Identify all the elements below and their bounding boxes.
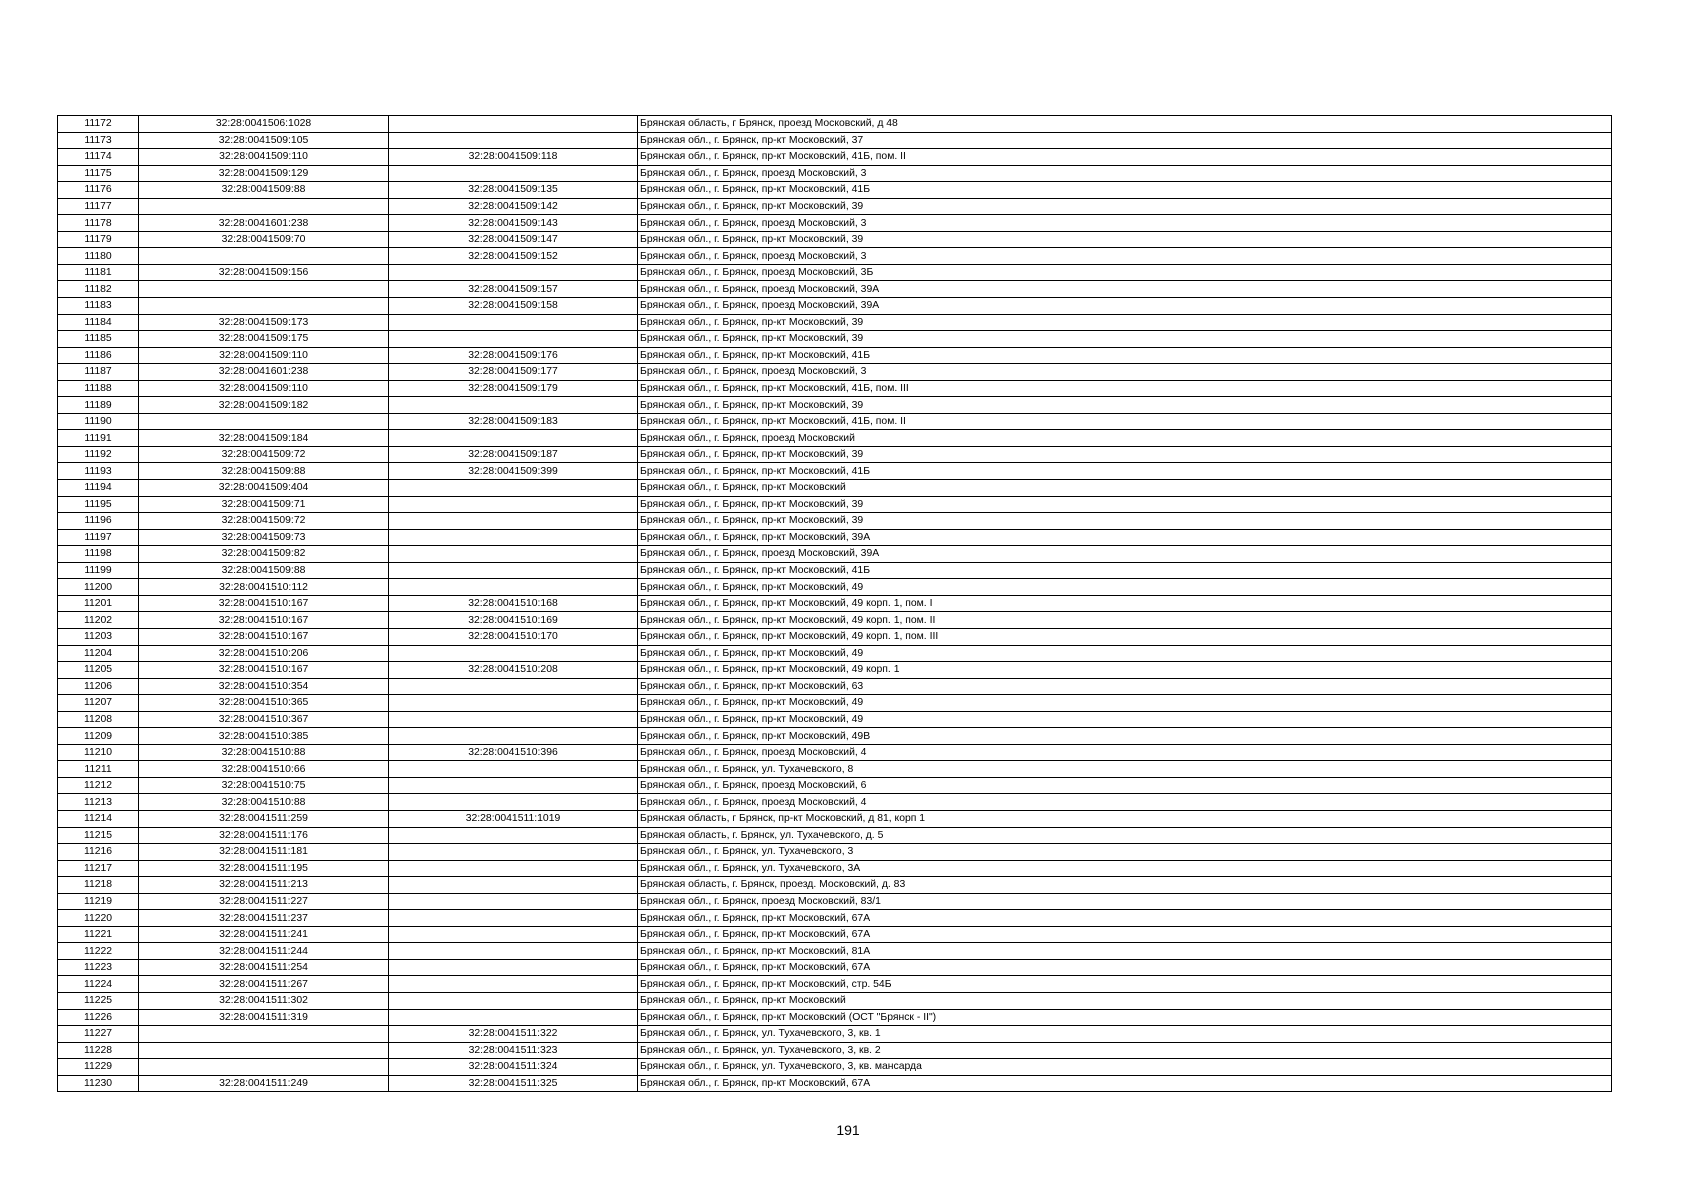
table-row xyxy=(58,198,1612,215)
address-cell: Брянская обл., г. Брянск, проезд Московский, 39А xyxy=(638,281,1612,298)
object-number-cell xyxy=(389,860,638,877)
object-number-cell xyxy=(389,695,638,712)
parcel-number-cell: 32:28:0041510:88 xyxy=(139,744,389,761)
row-number-cell: 11209 xyxy=(58,728,139,745)
table-row xyxy=(58,149,1612,166)
address-cell: Брянская обл., г. Брянск, проезд Московский, 3Б xyxy=(638,264,1612,281)
object-number-cell: 32:28:0041509:142 xyxy=(389,198,638,215)
object-number-cell: 32:28:0041511:322 xyxy=(389,1026,638,1043)
parcel-number-cell xyxy=(139,281,389,298)
object-number-cell xyxy=(389,397,638,414)
row-number-cell: 11205 xyxy=(58,662,139,679)
object-number-cell: 32:28:0041511:1019 xyxy=(389,810,638,827)
parcel-number-cell: 32:28:0041511:302 xyxy=(139,992,389,1009)
address-cell: Брянская обл., г. Брянск, проезд Московский, 39А xyxy=(638,546,1612,563)
address-cell: Брянская обл., г. Брянск, пр-кт Московский, 39 xyxy=(638,331,1612,348)
table-row xyxy=(58,513,1612,530)
parcel-number-cell: 32:28:0041509:110 xyxy=(139,347,389,364)
parcel-number-cell: 32:28:0041509:70 xyxy=(139,231,389,248)
table-row xyxy=(58,761,1612,778)
object-number-cell xyxy=(389,943,638,960)
table-row xyxy=(58,579,1612,596)
address-cell: Брянская обл., г. Брянск, пр-кт Московский, 63 xyxy=(638,678,1612,695)
object-number-cell xyxy=(389,430,638,447)
row-number-cell: 11194 xyxy=(58,480,139,497)
row-number-cell: 11193 xyxy=(58,463,139,480)
address-cell: Брянская обл., г. Брянск, проезд Московский xyxy=(638,430,1612,447)
object-number-cell xyxy=(389,116,638,133)
address-cell: Брянская обл., г. Брянск, пр-кт Московский, 49В xyxy=(638,728,1612,745)
table-row xyxy=(58,182,1612,199)
row-number-cell: 11225 xyxy=(58,992,139,1009)
address-cell: Брянская обл., г. Брянск, пр-кт Московский, 67А xyxy=(638,959,1612,976)
parcel-number-cell: 32:28:0041510:385 xyxy=(139,728,389,745)
table-row xyxy=(58,1009,1612,1026)
row-number-cell: 11200 xyxy=(58,579,139,596)
object-number-cell xyxy=(389,728,638,745)
table-row xyxy=(58,314,1612,331)
object-number-cell xyxy=(389,132,638,149)
address-cell: Брянская обл., г. Брянск, проезд Московский, 6 xyxy=(638,777,1612,794)
address-cell: Брянская обл., г. Брянск, проезд Московский, 3 xyxy=(638,165,1612,182)
parcel-number-cell: 32:28:0041509:71 xyxy=(139,496,389,513)
table-row xyxy=(58,281,1612,298)
address-cell: Брянская обл., г. Брянск, пр-кт Московский (ОСТ "Брянск - II") xyxy=(638,1009,1612,1026)
object-number-cell: 32:28:0041510:170 xyxy=(389,628,638,645)
object-number-cell xyxy=(389,893,638,910)
row-number-cell: 11212 xyxy=(58,777,139,794)
parcel-number-cell xyxy=(139,248,389,265)
table-row xyxy=(58,380,1612,397)
object-number-cell: 32:28:0041509:187 xyxy=(389,446,638,463)
row-number-cell: 11182 xyxy=(58,281,139,298)
parcel-number-cell: 32:28:0041510:367 xyxy=(139,711,389,728)
address-cell: Брянская обл., г. Брянск, пр-кт Московский, 39 xyxy=(638,198,1612,215)
row-number-cell: 11222 xyxy=(58,943,139,960)
row-number-cell: 11216 xyxy=(58,844,139,861)
row-number-cell: 11219 xyxy=(58,893,139,910)
parcel-number-cell: 32:28:0041509:173 xyxy=(139,314,389,331)
table-row xyxy=(58,976,1612,993)
table-row xyxy=(58,116,1612,133)
parcel-number-cell: 32:28:0041509:404 xyxy=(139,480,389,497)
parcel-number-cell xyxy=(139,1026,389,1043)
address-cell: Брянская обл., г. Брянск, пр-кт Московский, 39 xyxy=(638,513,1612,530)
address-cell: Брянская обл., г. Брянск, пр-кт Московский, 41Б, пом. III xyxy=(638,380,1612,397)
object-number-cell xyxy=(389,678,638,695)
address-cell: Брянская область, г Брянск, проезд Московский, д 48 xyxy=(638,116,1612,133)
object-number-cell xyxy=(389,1009,638,1026)
parcel-number-cell: 32:28:0041511:259 xyxy=(139,810,389,827)
row-number-cell: 11185 xyxy=(58,331,139,348)
address-cell: Брянская обл., г. Брянск, пр-кт Московский, 39 xyxy=(638,314,1612,331)
row-number-cell: 11192 xyxy=(58,446,139,463)
object-number-cell xyxy=(389,976,638,993)
row-number-cell: 11201 xyxy=(58,595,139,612)
table-row xyxy=(58,612,1612,629)
address-cell: Брянская обл., г. Брянск, пр-кт Московский, 67А xyxy=(638,1075,1612,1092)
object-number-cell xyxy=(389,165,638,182)
address-cell: Брянская обл., г. Брянск, ул. Тухачевского, 3А xyxy=(638,860,1612,877)
object-number-cell: 32:28:0041511:325 xyxy=(389,1075,638,1092)
address-cell: Брянская обл., г. Брянск, пр-кт Московский, 39 xyxy=(638,397,1612,414)
address-cell: Брянская обл., г. Брянск, пр-кт Московский xyxy=(638,480,1612,497)
parcel-number-cell: 32:28:0041510:66 xyxy=(139,761,389,778)
object-number-cell xyxy=(389,777,638,794)
table-row xyxy=(58,496,1612,513)
address-cell: Брянская обл., г. Брянск, ул. Тухачевского, 8 xyxy=(638,761,1612,778)
table-row xyxy=(58,992,1612,1009)
row-number-cell: 11172 xyxy=(58,116,139,133)
parcel-number-cell: 32:28:0041511:213 xyxy=(139,877,389,894)
row-number-cell: 11208 xyxy=(58,711,139,728)
address-cell: Брянская обл., г. Брянск, пр-кт Московский, 41Б xyxy=(638,347,1612,364)
parcel-number-cell: 32:28:0041510:206 xyxy=(139,645,389,662)
row-number-cell: 11173 xyxy=(58,132,139,149)
row-number-cell: 11187 xyxy=(58,364,139,381)
parcel-number-cell: 32:28:0041509:88 xyxy=(139,562,389,579)
parcel-number-cell: 32:28:0041511:244 xyxy=(139,943,389,960)
row-number-cell: 11197 xyxy=(58,529,139,546)
table-row xyxy=(58,645,1612,662)
row-number-cell: 11202 xyxy=(58,612,139,629)
address-cell: Брянская обл., г. Брянск, пр-кт Московский xyxy=(638,992,1612,1009)
parcel-number-cell: 32:28:0041510:112 xyxy=(139,579,389,596)
address-cell: Брянская обл., г. Брянск, пр-кт Московский, 37 xyxy=(638,132,1612,149)
address-cell: Брянская обл., г. Брянск, ул. Тухачевского, 3, кв. мансарда xyxy=(638,1059,1612,1076)
table-row xyxy=(58,877,1612,894)
table-row xyxy=(58,844,1612,861)
object-number-cell xyxy=(389,926,638,943)
address-cell: Брянская обл., г. Брянск, проезд Московский, 83/1 xyxy=(638,893,1612,910)
object-number-cell xyxy=(389,562,638,579)
row-number-cell: 11211 xyxy=(58,761,139,778)
table-row xyxy=(58,926,1612,943)
object-number-cell xyxy=(389,645,638,662)
table-row xyxy=(58,231,1612,248)
parcel-number-cell: 32:28:0041509:73 xyxy=(139,529,389,546)
object-number-cell xyxy=(389,711,638,728)
parcel-number-cell xyxy=(139,298,389,315)
object-number-cell xyxy=(389,513,638,530)
object-number-cell: 32:28:0041509:152 xyxy=(389,248,638,265)
table-row xyxy=(58,562,1612,579)
parcel-number-cell: 32:28:0041510:354 xyxy=(139,678,389,695)
table-row xyxy=(58,695,1612,712)
table-row xyxy=(58,264,1612,281)
address-cell: Брянская обл., г. Брянск, пр-кт Московский, 39 xyxy=(638,446,1612,463)
table-row xyxy=(58,248,1612,265)
parcel-number-cell: 32:28:0041509:88 xyxy=(139,463,389,480)
object-number-cell xyxy=(389,877,638,894)
parcel-number-cell: 32:28:0041509:156 xyxy=(139,264,389,281)
object-number-cell xyxy=(389,959,638,976)
table-row xyxy=(58,827,1612,844)
table-row xyxy=(58,1059,1612,1076)
table-row xyxy=(58,910,1612,927)
cadastral-table xyxy=(57,115,1612,1092)
parcel-number-cell: 32:28:0041509:182 xyxy=(139,397,389,414)
table-row xyxy=(58,132,1612,149)
row-number-cell: 11210 xyxy=(58,744,139,761)
row-number-cell: 11178 xyxy=(58,215,139,232)
parcel-number-cell xyxy=(139,1059,389,1076)
object-number-cell xyxy=(389,529,638,546)
row-number-cell: 11195 xyxy=(58,496,139,513)
table-row xyxy=(58,678,1612,695)
parcel-number-cell: 32:28:0041601:238 xyxy=(139,215,389,232)
address-cell: Брянская обл., г. Брянск, пр-кт Московский, 41Б xyxy=(638,463,1612,480)
object-number-cell: 32:28:0041511:323 xyxy=(389,1042,638,1059)
table-row xyxy=(58,628,1612,645)
row-number-cell: 11218 xyxy=(58,877,139,894)
address-cell: Брянская обл., г. Брянск, пр-кт Московский, 41Б, пом. II xyxy=(638,149,1612,166)
row-number-cell: 11213 xyxy=(58,794,139,811)
object-number-cell: 32:28:0041510:169 xyxy=(389,612,638,629)
parcel-number-cell: 32:28:0041510:167 xyxy=(139,662,389,679)
object-number-cell xyxy=(389,844,638,861)
parcel-number-cell: 32:28:0041511:319 xyxy=(139,1009,389,1026)
parcel-number-cell: 32:28:0041509:105 xyxy=(139,132,389,149)
row-number-cell: 11223 xyxy=(58,959,139,976)
address-cell: Брянская обл., г. Брянск, пр-кт Московский, 49 xyxy=(638,695,1612,712)
object-number-cell: 32:28:0041509:177 xyxy=(389,364,638,381)
parcel-number-cell: 32:28:0041510:75 xyxy=(139,777,389,794)
parcel-number-cell: 32:28:0041509:88 xyxy=(139,182,389,199)
table-row xyxy=(58,1042,1612,1059)
table-row xyxy=(58,463,1612,480)
parcel-number-cell: 32:28:0041509:129 xyxy=(139,165,389,182)
object-number-cell xyxy=(389,761,638,778)
object-number-cell: 32:28:0041510:396 xyxy=(389,744,638,761)
address-cell: Брянская обл., г. Брянск, пр-кт Московский, 67А xyxy=(638,926,1612,943)
table-row xyxy=(58,711,1612,728)
parcel-number-cell: 32:28:0041509:110 xyxy=(139,149,389,166)
parcel-number-cell xyxy=(139,1042,389,1059)
object-number-cell: 32:28:0041509:158 xyxy=(389,298,638,315)
row-number-cell: 11227 xyxy=(58,1026,139,1043)
table-row xyxy=(58,364,1612,381)
object-number-cell xyxy=(389,496,638,513)
address-cell: Брянская обл., г. Брянск, пр-кт Московский, 41Б xyxy=(638,182,1612,199)
object-number-cell xyxy=(389,910,638,927)
object-number-cell: 32:28:0041510:208 xyxy=(389,662,638,679)
address-cell: Брянская обл., г. Брянск, пр-кт Московский, 49 xyxy=(638,579,1612,596)
row-number-cell: 11229 xyxy=(58,1059,139,1076)
address-cell: Брянская обл., г. Брянск, пр-кт Московский, 41Б, пом. II xyxy=(638,413,1612,430)
object-number-cell: 32:28:0041509:157 xyxy=(389,281,638,298)
parcel-number-cell: 32:28:0041511:237 xyxy=(139,910,389,927)
table-row xyxy=(58,480,1612,497)
row-number-cell: 11215 xyxy=(58,827,139,844)
table-row xyxy=(58,430,1612,447)
table-row xyxy=(58,331,1612,348)
object-number-cell xyxy=(389,264,638,281)
parcel-number-cell: 32:28:0041506:1028 xyxy=(139,116,389,133)
address-cell: Брянская обл., г. Брянск, пр-кт Московский, 81А xyxy=(638,943,1612,960)
parcel-number-cell: 32:28:0041510:167 xyxy=(139,612,389,629)
row-number-cell: 11181 xyxy=(58,264,139,281)
row-number-cell: 11224 xyxy=(58,976,139,993)
object-number-cell xyxy=(389,331,638,348)
table-row xyxy=(58,860,1612,877)
address-cell: Брянская область, г Брянск, пр-кт Московский, д 81, корп 1 xyxy=(638,810,1612,827)
table-row xyxy=(58,777,1612,794)
address-cell: Брянская обл., г. Брянск, пр-кт Московский, 49 xyxy=(638,711,1612,728)
row-number-cell: 11204 xyxy=(58,645,139,662)
address-cell: Брянская обл., г. Брянск, ул. Тухачевского, 3, кв. 1 xyxy=(638,1026,1612,1043)
parcel-number-cell: 32:28:0041601:238 xyxy=(139,364,389,381)
table-row xyxy=(58,959,1612,976)
row-number-cell: 11183 xyxy=(58,298,139,315)
object-number-cell xyxy=(389,480,638,497)
table-row xyxy=(58,810,1612,827)
parcel-number-cell: 32:28:0041511:241 xyxy=(139,926,389,943)
table-row xyxy=(58,1075,1612,1092)
table-row xyxy=(58,794,1612,811)
table-row xyxy=(58,397,1612,414)
address-cell: Брянская обл., г. Брянск, пр-кт Московский, 49 xyxy=(638,645,1612,662)
object-number-cell xyxy=(389,827,638,844)
table-row xyxy=(58,595,1612,612)
parcel-number-cell: 32:28:0041509:82 xyxy=(139,546,389,563)
table-row xyxy=(58,215,1612,232)
object-number-cell: 32:28:0041509:183 xyxy=(389,413,638,430)
table-row xyxy=(58,943,1612,960)
row-number-cell: 11186 xyxy=(58,347,139,364)
row-number-cell: 11184 xyxy=(58,314,139,331)
page-number: 191 xyxy=(836,1122,860,1138)
parcel-number-cell: 32:28:0041511:267 xyxy=(139,976,389,993)
row-number-cell: 11176 xyxy=(58,182,139,199)
address-cell: Брянская обл., г. Брянск, пр-кт Московский, 39 xyxy=(638,231,1612,248)
address-cell: Брянская обл., г. Брянск, проезд Московский, 4 xyxy=(638,794,1612,811)
parcel-number-cell: 32:28:0041509:72 xyxy=(139,513,389,530)
row-number-cell: 11207 xyxy=(58,695,139,712)
address-cell: Брянская обл., г. Брянск, проезд Московский, 3 xyxy=(638,215,1612,232)
table-row xyxy=(58,165,1612,182)
table-row xyxy=(58,744,1612,761)
object-number-cell xyxy=(389,546,638,563)
address-cell: Брянская обл., г. Брянск, пр-кт Московский, 49 корп. 1 xyxy=(638,662,1612,679)
row-number-cell: 11199 xyxy=(58,562,139,579)
row-number-cell: 11177 xyxy=(58,198,139,215)
row-number-cell: 11191 xyxy=(58,430,139,447)
parcel-number-cell: 32:28:0041511:227 xyxy=(139,893,389,910)
row-number-cell: 11174 xyxy=(58,149,139,166)
parcel-number-cell xyxy=(139,198,389,215)
table-row xyxy=(58,298,1612,315)
parcel-number-cell: 32:28:0041511:176 xyxy=(139,827,389,844)
address-cell: Брянская обл., г. Брянск, пр-кт Московский, 39 xyxy=(638,496,1612,513)
table-body xyxy=(58,116,1612,1092)
object-number-cell xyxy=(389,992,638,1009)
row-number-cell: 11188 xyxy=(58,380,139,397)
parcel-number-cell: 32:28:0041511:254 xyxy=(139,959,389,976)
row-number-cell: 11180 xyxy=(58,248,139,265)
row-number-cell: 11220 xyxy=(58,910,139,927)
row-number-cell: 11230 xyxy=(58,1075,139,1092)
parcel-number-cell: 32:28:0041509:110 xyxy=(139,380,389,397)
row-number-cell: 11198 xyxy=(58,546,139,563)
table-row xyxy=(58,728,1612,745)
object-number-cell: 32:28:0041509:179 xyxy=(389,380,638,397)
address-cell: Брянская обл., г. Брянск, пр-кт Московский, 39А xyxy=(638,529,1612,546)
table-row xyxy=(58,546,1612,563)
address-cell: Брянская обл., г. Брянск, пр-кт Московский, 49 корп. 1, пом. II xyxy=(638,612,1612,629)
row-number-cell: 11190 xyxy=(58,413,139,430)
address-cell: Брянская обл., г. Брянск, проезд Московский, 3 xyxy=(638,364,1612,381)
object-number-cell: 32:28:0041509:147 xyxy=(389,231,638,248)
address-cell: Брянская обл., г. Брянск, пр-кт Московский, 49 корп. 1, пом. III xyxy=(638,628,1612,645)
address-cell: Брянская обл., г. Брянск, проезд Московский, 3 xyxy=(638,248,1612,265)
address-cell: Брянская область, г. Брянск, проезд. Московский, д. 83 xyxy=(638,877,1612,894)
parcel-number-cell: 32:28:0041510:167 xyxy=(139,595,389,612)
row-number-cell: 11226 xyxy=(58,1009,139,1026)
address-cell: Брянская обл., г. Брянск, ул. Тухачевского, 3 xyxy=(638,844,1612,861)
table-row xyxy=(58,662,1612,679)
parcel-number-cell: 32:28:0041511:249 xyxy=(139,1075,389,1092)
row-number-cell: 11214 xyxy=(58,810,139,827)
object-number-cell: 32:28:0041509:176 xyxy=(389,347,638,364)
address-cell: Брянская обл., г. Брянск, пр-кт Московский, 49 корп. 1, пом. I xyxy=(638,595,1612,612)
address-cell: Брянская обл., г. Брянск, ул. Тухачевского, 3, кв. 2 xyxy=(638,1042,1612,1059)
parcel-number-cell: 32:28:0041510:167 xyxy=(139,628,389,645)
object-number-cell: 32:28:0041511:324 xyxy=(389,1059,638,1076)
table-row xyxy=(58,1026,1612,1043)
table-row xyxy=(58,347,1612,364)
row-number-cell: 11228 xyxy=(58,1042,139,1059)
parcel-number-cell: 32:28:0041509:184 xyxy=(139,430,389,447)
address-cell: Брянская область, г. Брянск, ул. Тухачевского, д. 5 xyxy=(638,827,1612,844)
parcel-number-cell: 32:28:0041509:72 xyxy=(139,446,389,463)
parcel-number-cell: 32:28:0041511:181 xyxy=(139,844,389,861)
row-number-cell: 11196 xyxy=(58,513,139,530)
row-number-cell: 11175 xyxy=(58,165,139,182)
address-cell: Брянская обл., г. Брянск, пр-кт Московский, 41Б xyxy=(638,562,1612,579)
object-number-cell: 32:28:0041510:168 xyxy=(389,595,638,612)
address-cell: Брянская обл., г. Брянск, проезд Московский, 39А xyxy=(638,298,1612,315)
row-number-cell: 11189 xyxy=(58,397,139,414)
address-cell: Брянская обл., г. Брянск, проезд Московский, 4 xyxy=(638,744,1612,761)
row-number-cell: 11221 xyxy=(58,926,139,943)
table-row xyxy=(58,413,1612,430)
object-number-cell: 32:28:0041509:399 xyxy=(389,463,638,480)
table-row xyxy=(58,446,1612,463)
object-number-cell: 32:28:0041509:135 xyxy=(389,182,638,199)
object-number-cell xyxy=(389,314,638,331)
object-number-cell: 32:28:0041509:143 xyxy=(389,215,638,232)
address-cell: Брянская обл., г. Брянск, пр-кт Московский, 67А xyxy=(638,910,1612,927)
row-number-cell: 11179 xyxy=(58,231,139,248)
table-row xyxy=(58,529,1612,546)
parcel-number-cell: 32:28:0041511:195 xyxy=(139,860,389,877)
row-number-cell: 11203 xyxy=(58,628,139,645)
parcel-number-cell xyxy=(139,413,389,430)
row-number-cell: 11217 xyxy=(58,860,139,877)
row-number-cell: 11206 xyxy=(58,678,139,695)
parcel-number-cell: 32:28:0041510:88 xyxy=(139,794,389,811)
object-number-cell: 32:28:0041509:118 xyxy=(389,149,638,166)
parcel-number-cell: 32:28:0041509:175 xyxy=(139,331,389,348)
object-number-cell xyxy=(389,794,638,811)
address-cell: Брянская обл., г. Брянск, пр-кт Московский, стр. 54Б xyxy=(638,976,1612,993)
parcel-number-cell: 32:28:0041510:365 xyxy=(139,695,389,712)
table-row xyxy=(58,893,1612,910)
object-number-cell xyxy=(389,579,638,596)
